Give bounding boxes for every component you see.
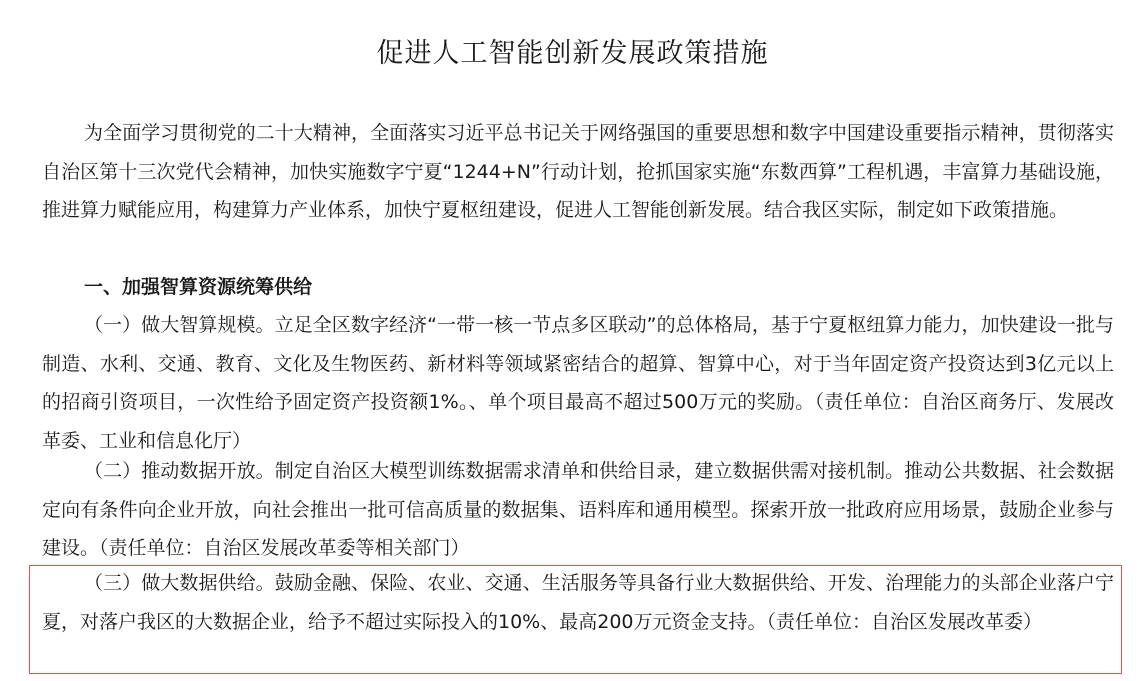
document-title: 促进人工智能创新发展政策措施 xyxy=(376,38,769,69)
intro-paragraph: 为全面学习贯彻党的二十大精神，全面落实习近平总书记关于网络强国的重要思想和数字中国建设重要指示精神，贯彻落实自治区第十三次党代会精神，加快实施数字宁夏“1244+N”行动计划，抢抓国家实施“东数西算”工程机遇，丰富算力基础设施，推进算力赋能应用，构建算力产业体系，加快宁夏枢纽建设，促进人工智能创新发展。结合我区实际，制定如下政策措施。 xyxy=(42,122,1114,221)
policy-item-2: （二）推动数据开放。制定自治区大模型训练数据需求清单和供给目录，建立数据供需对接机制。推动公共数据、社会数据定向有条件向企业开放，向社会推出一批可信高质量的数据集、语料库和通用模型。探索开放一批政府应用场景，鼓励企业参与建设。（责任单位：自治区发展改革委等相关部门） xyxy=(42,460,1114,559)
policy-item-1: （一）做大智算规模。立足全区数字经济“一带一核一节点多区联动”的总体格局，基于宁夏枢纽算力能力，加快建设一批与制造、水利、交通、教育、文化及生物医药、新材料等领域紧密结合的超算、智算中心，对于当年固定资产投资达到3亿元以上的招商引资项目，一次性给予固定资产投资额1%。、单个项目最高不超过500万元的奖励。（责任单位：自治区商务厅、发展改革委、工业和信息化厅） xyxy=(42,314,1114,452)
section-heading-1: 一、加强智算资源统筹供给 xyxy=(84,276,313,298)
policy-item-3-highlighted: （三）做大数据供给。鼓励金融、保险、农业、交通、生活服务等具备行业大数据供给、开发、治理能力的头部企业落户宁夏，对落户我区的大数据企业，给予不超过实际投入的10%、最高200万元资金支持。（责任单位：自治区发展改革委） xyxy=(42,572,1114,633)
